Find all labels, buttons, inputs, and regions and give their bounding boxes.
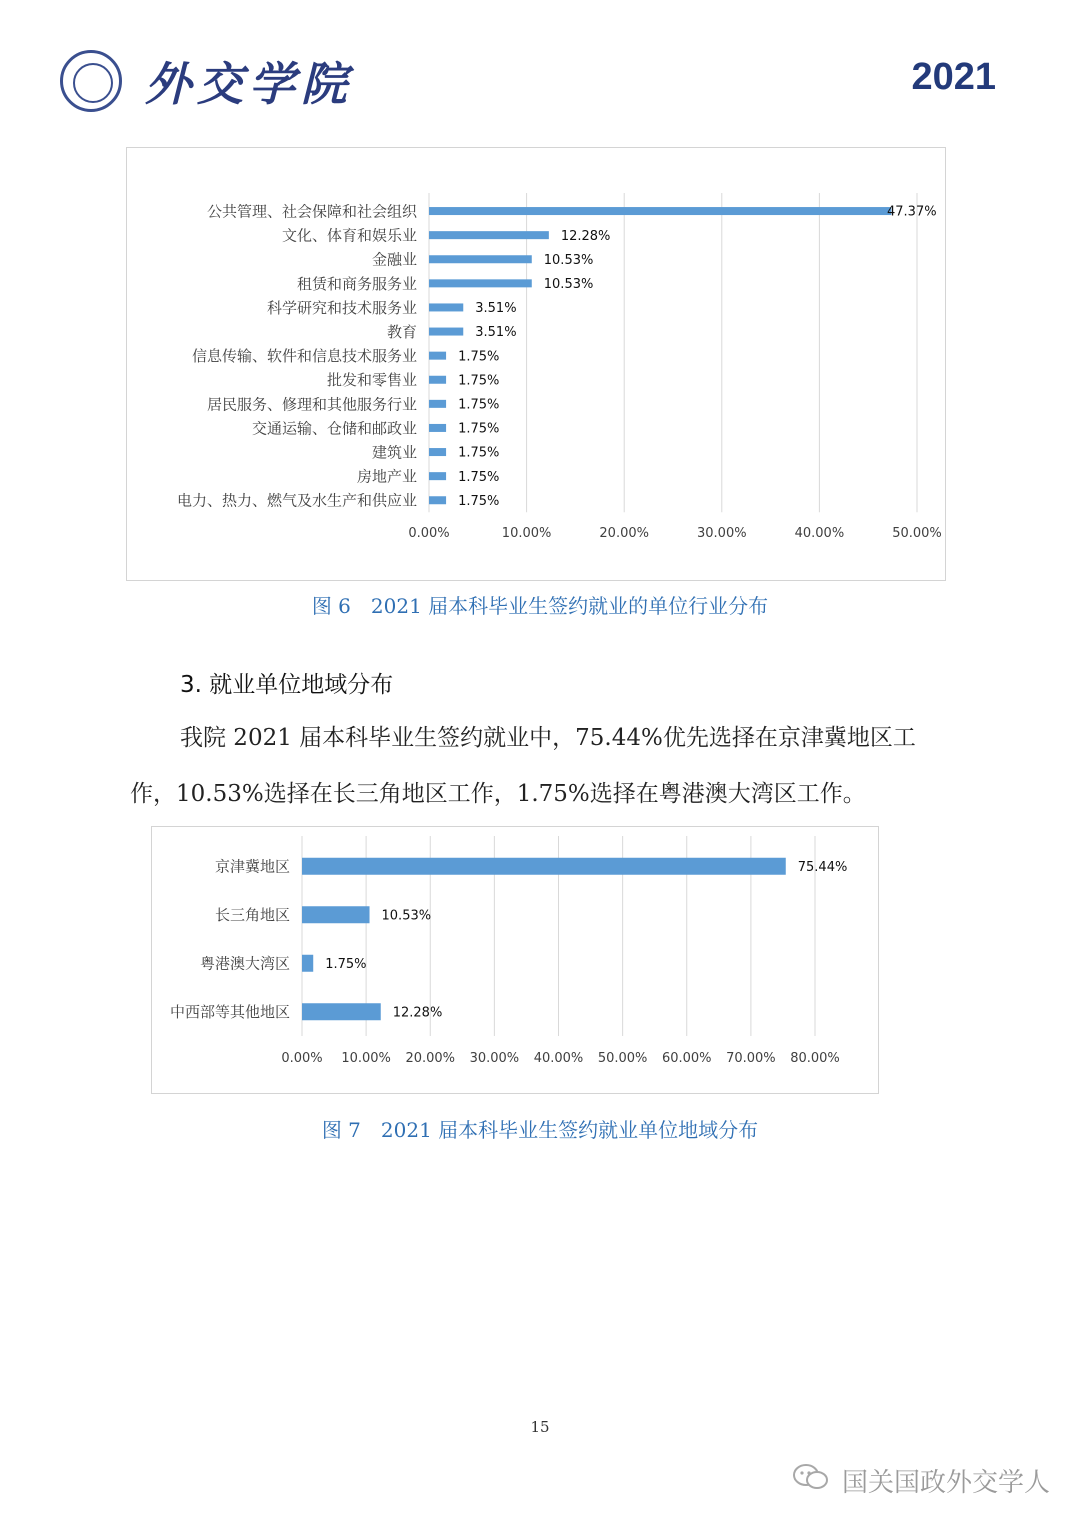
data-label: 10.53%: [543, 277, 594, 293]
bar: [429, 352, 446, 360]
x-tick-label: 50.00%: [892, 526, 942, 541]
bar: [302, 955, 313, 972]
x-tick-label: 0.00%: [281, 1051, 323, 1066]
x-tick-label: 0.00%: [408, 526, 450, 541]
category-label: 批发和零售业: [326, 371, 417, 390]
data-label: 12.28%: [392, 1005, 443, 1021]
x-tick-label: 30.00%: [469, 1051, 520, 1066]
section-title: 3. 就业单位地域分布: [180, 672, 394, 698]
data-label: 10.53%: [381, 908, 432, 924]
category-label: 公共管理、社会保障和社会组织: [206, 202, 417, 221]
data-label: 10.53%: [543, 252, 594, 268]
data-label: 1.75%: [458, 421, 500, 437]
x-tick-label: 50.00%: [597, 1051, 648, 1066]
category-label: 粤港澳大湾区: [199, 954, 290, 973]
bar: [429, 472, 446, 480]
data-label: 3.51%: [475, 325, 517, 341]
page-number: 15: [530, 1418, 550, 1436]
bar: [429, 255, 532, 263]
category-label: 长三角地区: [214, 906, 290, 925]
bar: [302, 858, 786, 875]
category-label: 中西部等其他地区: [169, 1003, 290, 1022]
bar: [429, 424, 446, 432]
x-tick-label: 30.00%: [697, 526, 747, 541]
figure-7-caption: 图 7 2021 届本科毕业生签约就业单位地域分布: [321, 1118, 759, 1142]
x-tick-label: 20.00%: [599, 526, 649, 541]
x-tick-label: 70.00%: [726, 1051, 776, 1066]
body-paragraph: [130, 710, 960, 822]
university-name-logotype: 外交学院: [145, 57, 353, 111]
bar: [429, 231, 549, 239]
bar: [302, 906, 370, 923]
category-label: 金融业: [371, 250, 417, 269]
x-tick-label: 60.00%: [661, 1051, 712, 1066]
data-label: 1.75%: [458, 349, 500, 365]
category-label: 文化、体育和娱乐业: [281, 226, 417, 245]
industry-distribution-chart: [127, 148, 945, 580]
bar: [429, 303, 463, 311]
region-chart-frame: [151, 826, 879, 1094]
data-label: 1.75%: [325, 956, 367, 972]
x-tick-label: 20.00%: [405, 1051, 456, 1066]
data-label: 12.28%: [560, 228, 611, 244]
category-label: 建筑业: [371, 443, 417, 462]
x-tick-label: 80.00%: [790, 1051, 840, 1066]
bar: [429, 400, 446, 408]
university-logo: [60, 50, 122, 112]
watermark-text: 国关国政外交学人: [841, 1468, 1050, 1498]
paragraph-text: 我院 2021 届本科毕业生签约就业中，75.44%优先选择在京津冀地区工作，10.53%选择在长三角地区工作，1.75%选择在粤港澳大湾区工作。: [130, 725, 916, 807]
category-label: 教育: [386, 322, 417, 341]
region-distribution-chart: [152, 827, 878, 1093]
logo-emblem: [73, 63, 113, 103]
report-year: 2021: [911, 56, 996, 98]
category-label: 交通运输、仓储和邮政业: [251, 419, 417, 438]
category-label: 房地产业: [356, 467, 417, 486]
data-label: 75.44%: [797, 859, 848, 875]
category-label: 租赁和商务服务业: [296, 274, 417, 293]
data-label: 1.75%: [458, 493, 500, 509]
bar: [429, 448, 446, 456]
data-label: 1.75%: [458, 445, 500, 461]
bar: [302, 1003, 381, 1020]
data-label: 3.51%: [475, 301, 517, 317]
category-label: 居民服务、修理和其他服务行业: [206, 395, 417, 414]
figure-6-caption: 图 6 2021 届本科毕业生签约就业的单位行业分布: [311, 594, 769, 618]
data-label: 1.75%: [458, 469, 500, 485]
category-label: 信息传输、软件和信息技术服务业: [191, 347, 417, 366]
category-label: 科学研究和技术服务业: [266, 298, 417, 317]
wechat-icon: [792, 1462, 830, 1492]
bar: [429, 496, 446, 504]
bar: [429, 376, 446, 384]
data-label: 47.37%: [887, 204, 937, 220]
data-label: 1.75%: [458, 373, 500, 389]
bar: [429, 207, 891, 215]
x-tick-label: 40.00%: [794, 526, 845, 541]
data-label: 1.75%: [458, 397, 500, 413]
industry-chart-frame: [126, 147, 946, 581]
x-tick-label: 40.00%: [533, 1051, 584, 1066]
category-label: 电力、热力、燃气及水生产和供应业: [176, 491, 417, 510]
x-tick-label: 10.00%: [341, 1051, 391, 1066]
category-label: 京津冀地区: [214, 857, 290, 876]
bar: [429, 279, 532, 287]
bar: [429, 328, 463, 336]
x-tick-label: 10.00%: [501, 526, 552, 541]
